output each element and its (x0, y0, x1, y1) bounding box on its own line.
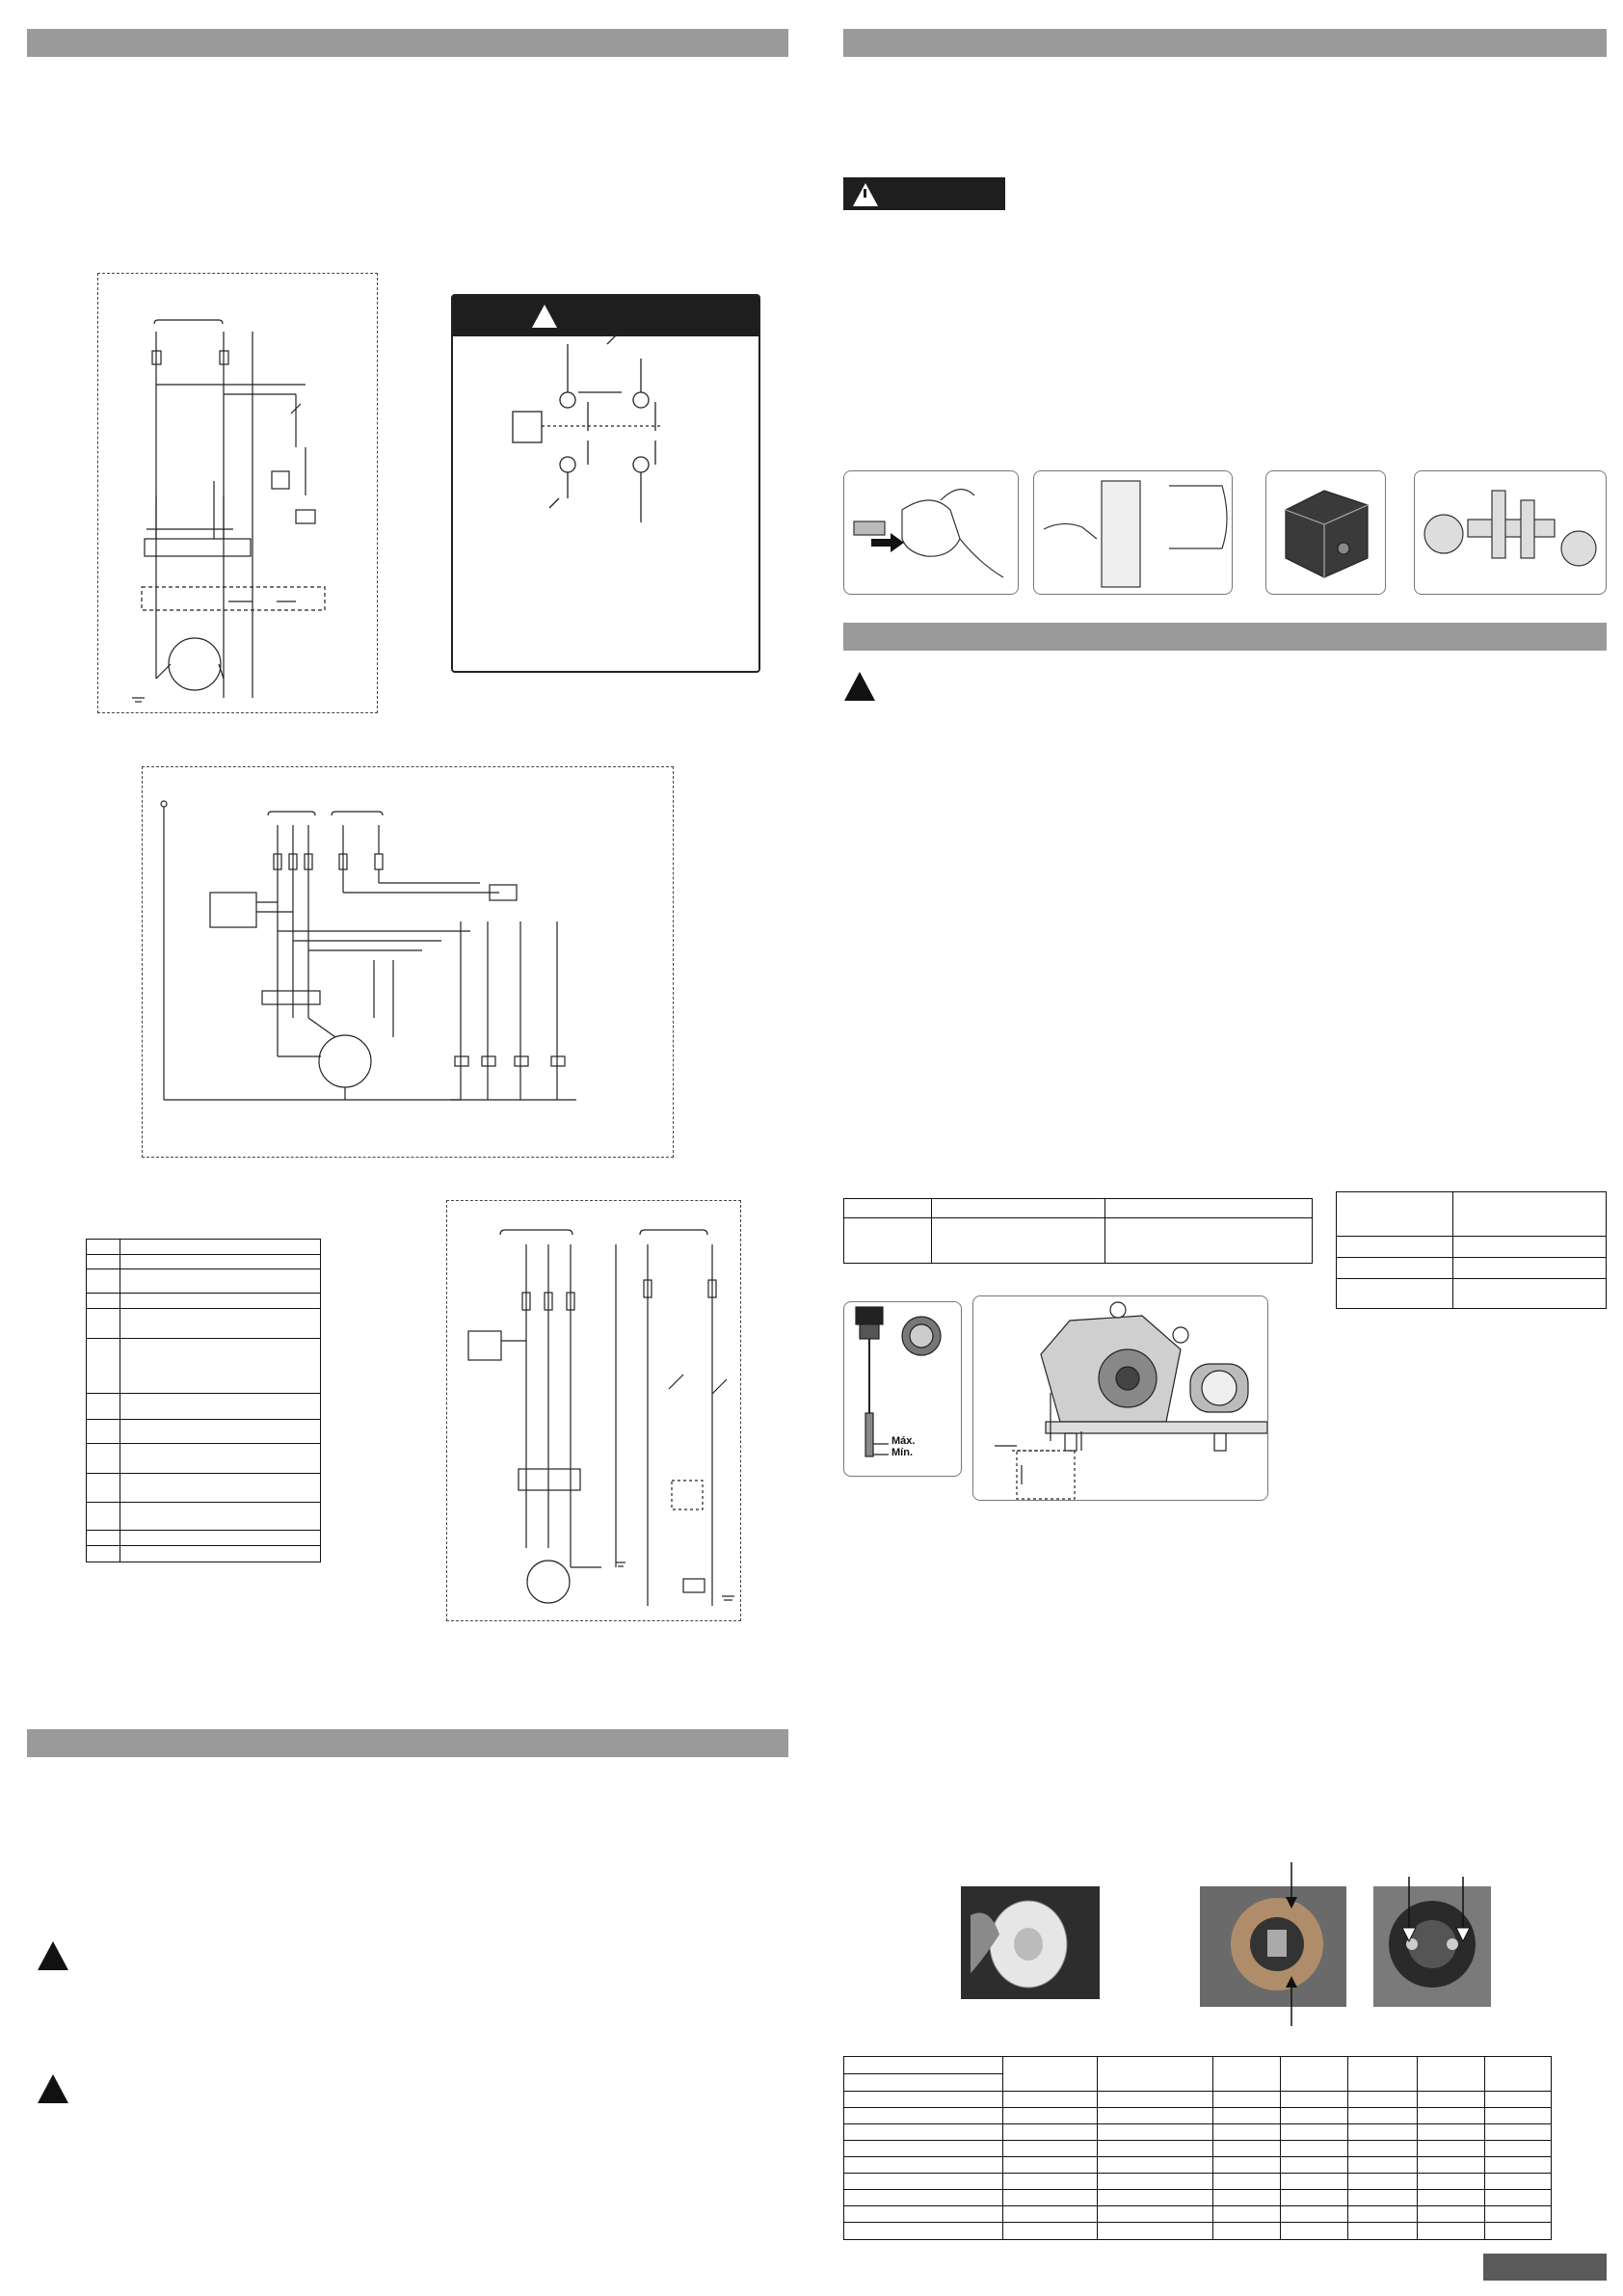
section-band-bottom-left (27, 1729, 788, 1757)
filter-element-drawing (961, 1886, 1100, 1999)
wiring-diagram-single-phase-drawing (98, 274, 379, 714)
photo-tank-drain (1033, 470, 1233, 595)
dipstick-max-label: Máx. (891, 1435, 916, 1447)
section-band-top-right (843, 29, 1607, 57)
filter-housing-drawing (1200, 1886, 1346, 2007)
photo-filter-element (961, 1886, 1100, 1999)
wiring-diagram-single-phase (97, 273, 378, 713)
photo-filter-housing (1200, 1886, 1346, 2007)
wiring-diagram-star-delta (142, 766, 674, 1158)
warning-triangle-icon (38, 1941, 68, 1970)
pressure-switch-schematic (453, 296, 762, 675)
photo-manifold-assembly (1414, 470, 1607, 595)
maintenance-table (843, 2056, 1552, 2240)
wiring-diagram-direct-start (446, 1200, 741, 1621)
compressor-drawing (973, 1296, 1268, 1501)
tank-drain-drawing (1034, 471, 1233, 595)
warning-triangle-icon (38, 2074, 68, 2103)
component-legend-table (86, 1239, 321, 1562)
wiring-diagram-direct-start-drawing (447, 1201, 742, 1622)
oil-capacity-table (1336, 1191, 1607, 1309)
warning-label (843, 177, 1005, 210)
photo-drain-valve-hand (843, 470, 1019, 595)
wiring-diagram-star-delta-drawing (143, 767, 675, 1159)
photo-dipstick (843, 1301, 962, 1477)
dipstick-min-label: Mín. (891, 1447, 913, 1458)
photo-pressure-switch (1265, 470, 1386, 595)
photo-filter-base (1373, 1886, 1491, 2007)
oil-spec-table (843, 1198, 1313, 1264)
manifold-drawing (1415, 471, 1607, 595)
section-band-top-left (27, 29, 788, 57)
drain-valve-drawing (844, 471, 1019, 595)
page-footer-tab (1483, 2254, 1607, 2281)
section-band-middle-right (843, 623, 1607, 651)
filter-base-drawing (1373, 1886, 1491, 2007)
pressure-switch-drawing (1266, 471, 1386, 595)
warning-box-switch (451, 294, 760, 673)
photo-compressor-unit (972, 1295, 1268, 1501)
warning-triangle-icon (844, 672, 875, 701)
